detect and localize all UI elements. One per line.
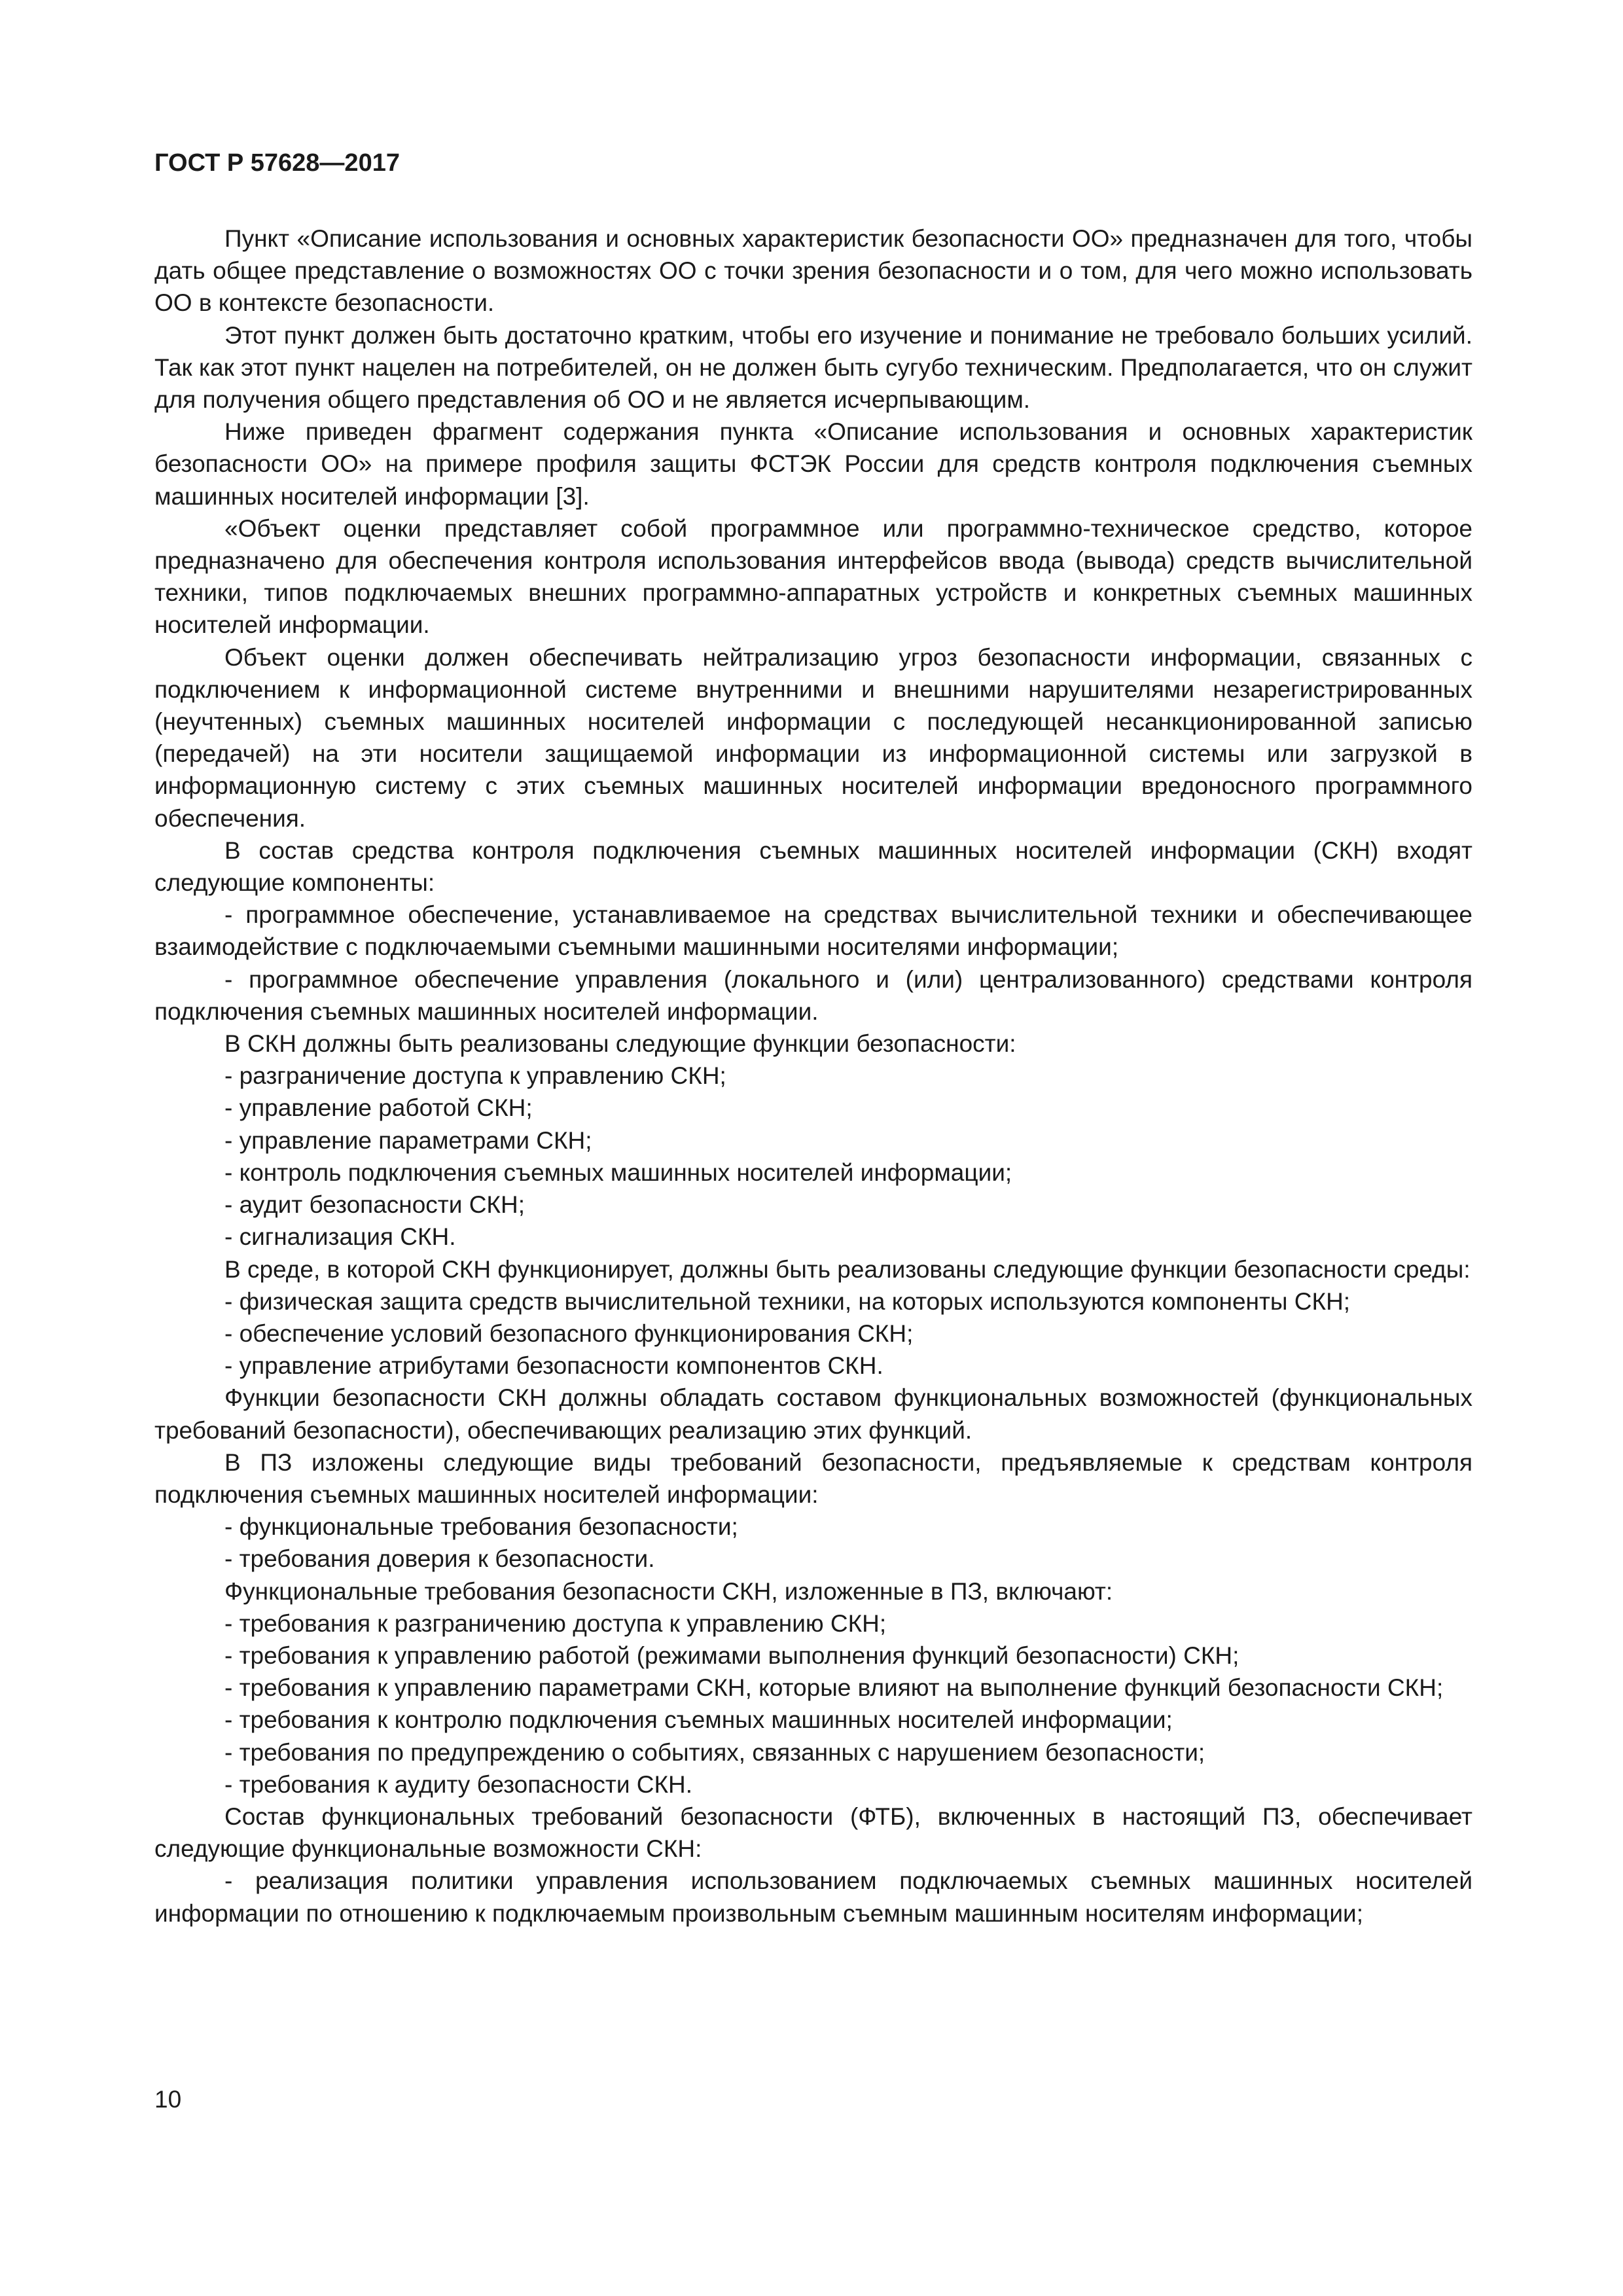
paragraph: Ниже приведен фрагмент содержания пункта «Описание использования и основных характеристик безопасности ОО» на примере профиля защиты ФСТЭК России для средств контроля подключения съемных машинных носителей информации [3].	[154, 418, 1472, 510]
paragraph: В ПЗ изложены следующие виды требований безопасности, предъявляемые к средствам контроля подключения съемных машинных носителей информации:	[154, 1448, 1472, 1508]
list-item: - программное обеспечение, устанавливаемое на средствах вычислительной техники и обеспечивающее взаимодействие с подключаемыми съемными машинными носителями информации;	[154, 901, 1472, 961]
paragraph: Функциональные требования безопасности СКН, изложенные в ПЗ, включают:	[224, 1577, 1113, 1605]
paragraph: В СКН должны быть реализованы следующие функции безопасности:	[224, 1030, 1016, 1058]
paragraph: Пункт «Описание использования и основных характеристик безопасности ОО» предназначен для того, чтобы дать общее представление о возможностях ОО с точки зрения безопасности и о том, для чего можно использовать ОО в контексте безопасности.	[154, 225, 1472, 317]
list-item: - обеспечение условий безопасного функционирования СКН;	[224, 1319, 914, 1347]
list-item: - функциональные требования безопасности;	[224, 1513, 738, 1541]
paragraph: Этот пункт должен быть достаточно кратким, чтобы его изучение и понимание не требовало больших усилий. Так как этот пункт нацелен на потребителей, он не должен быть сугубо техническим. Предполагается, что он служит для получения общего представления об ОО и не является исчерпывающим.	[154, 321, 1472, 414]
list-item: - требования доверия к безопасности.	[224, 1545, 655, 1573]
paragraph: «Объект оценки представляет собой программное или программно-техническое средство, которое предназначено для обеспечения контроля использования интерфейсов ввода (вывода) средств вычислительной техники, типов подключаемых внешних программно-аппаратных устройств и конкретных съемных машинных носителей информации.	[154, 514, 1472, 639]
paragraph: Состав функциональных требований безопасности (ФТБ), включенных в настоящий ПЗ, обеспечивает следующие функциональные возможности СКН:	[154, 1803, 1472, 1863]
list-item: - аудит безопасности СКН;	[224, 1191, 525, 1219]
list-item: - программное обеспечение управления (локального и (или) централизованного) средствами контроля подключения съемных машинных носителей информации.	[154, 965, 1472, 1025]
page-number: 10	[154, 2086, 182, 2113]
list-item: - разграничение доступа к управлению СКН;	[224, 1062, 726, 1090]
list-item: - управление работой СКН;	[224, 1094, 533, 1122]
list-item: - физическая защита средств вычислительной техники, на которых используются компоненты СКН;	[224, 1287, 1351, 1315]
list-item: - требования к контролю подключения съемных машинных носителей информации;	[224, 1706, 1173, 1734]
list-item: - требования к управлению работой (режимами выполнения функций безопасности) СКН;	[224, 1641, 1240, 1669]
list-item: - требования по предупреждению о событиях, связанных с нарушением безопасности;	[224, 1738, 1205, 1766]
list-item: - сигнализация СКН.	[224, 1223, 456, 1251]
list-item: - управление атрибутами безопасности компонентов СКН.	[224, 1352, 883, 1380]
list-item: - реализация политики управления использованием подключаемых съемных машинных носителей информации по отношению к подключаемым произвольным съемным машинным носителям информации;	[154, 1867, 1472, 1927]
list-item: - управление параметрами СКН;	[224, 1126, 592, 1154]
paragraph: Объект оценки должен обеспечивать нейтрализацию угроз безопасности информации, связанных с подключением к информационной системе внутренними и внешними нарушителями незарегистрированных (неучтенных) съемных машинных носителей информации с последующей несанкционированной записью (передачей) на эти носители защищаемой информации из информационной системы или загрузкой в информационную систему с этих съемных машинных носителей информации вредоносного программного обеспечения.	[154, 643, 1472, 832]
paragraph: Функции безопасности СКН должны обладать составом функциональных возможностей (функциональных требований безопасности), обеспечивающих реализацию этих функций.	[154, 1384, 1472, 1444]
standard-header: ГОСТ Р 57628—2017	[154, 149, 400, 177]
paragraph: В среде, в которой СКН функционирует, должны быть реализованы следующие функции безопасности среды:	[224, 1255, 1471, 1283]
list-item: - требования к разграничению доступа к управлению СКН;	[224, 1609, 887, 1637]
list-item: - требования к управлению параметрами СКН, которые влияют на выполнение функций безопасности СКН;	[224, 1674, 1444, 1702]
body-text	[154, 223, 1472, 1929]
list-item: - требования к аудиту безопасности СКН.	[224, 1770, 693, 1798]
paragraph: В состав средства контроля подключения съемных машинных носителей информации (СКН) входят следующие компоненты:	[154, 836, 1472, 897]
list-item: - контроль подключения съемных машинных носителей информации;	[224, 1158, 1012, 1186]
